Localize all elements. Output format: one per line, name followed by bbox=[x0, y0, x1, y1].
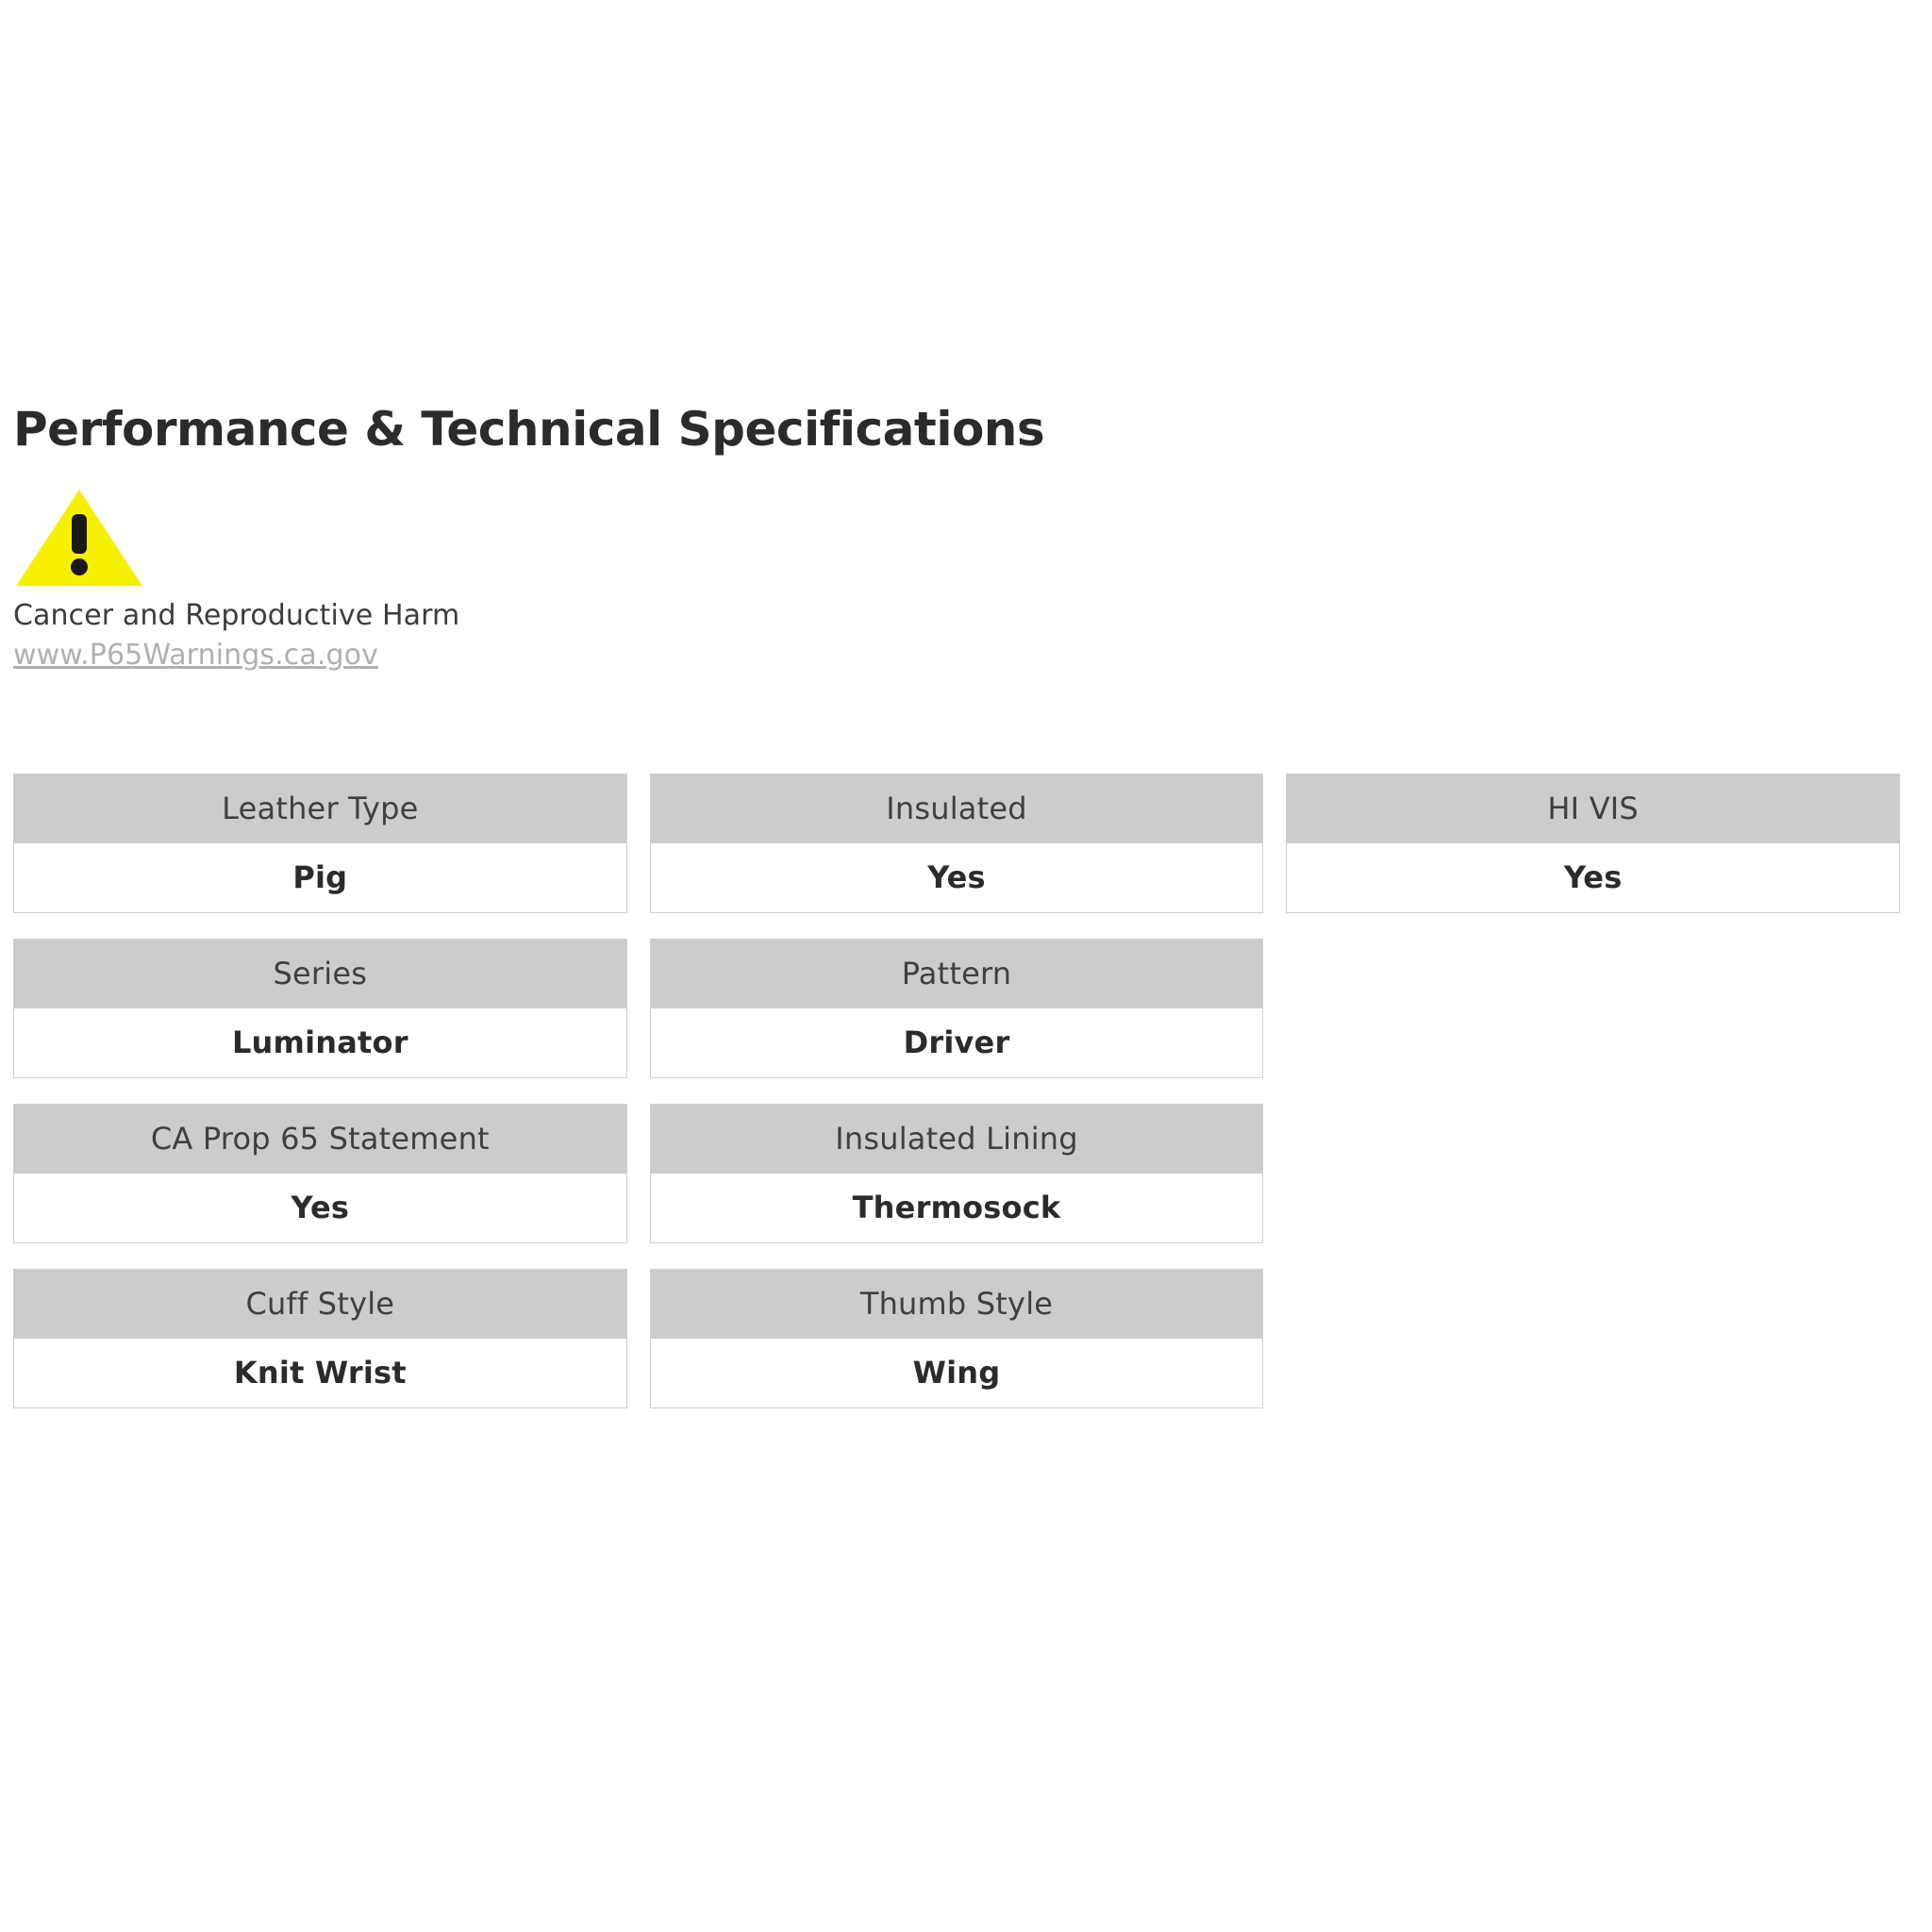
spec-row bbox=[13, 1104, 1900, 1243]
warning-triangle-icon bbox=[13, 486, 145, 590]
prop65-warning-link[interactable]: www.P65Warnings.ca.gov bbox=[13, 639, 378, 673]
spec-card-empty bbox=[1286, 1269, 1900, 1408]
spec-value: Knit Wrist bbox=[14, 1339, 626, 1407]
spec-value: Yes bbox=[14, 1174, 626, 1242]
spec-card-empty bbox=[1286, 939, 1900, 1078]
spec-label: Series bbox=[14, 940, 626, 1008]
spec-label: Pattern bbox=[651, 940, 1263, 1008]
spec-card-leather-type bbox=[13, 774, 627, 913]
spec-card-pattern bbox=[650, 939, 1264, 1078]
spec-label: CA Prop 65 Statement bbox=[14, 1105, 626, 1174]
spec-label: Insulated bbox=[651, 774, 1263, 843]
spec-value: Luminator bbox=[14, 1008, 626, 1077]
spec-value: Wing bbox=[651, 1339, 1263, 1407]
warning-text: Cancer and Reproductive Harm bbox=[13, 599, 460, 632]
spec-row bbox=[13, 1269, 1900, 1408]
spec-card-hi-vis bbox=[1286, 774, 1900, 913]
spec-value: Yes bbox=[651, 843, 1263, 912]
spec-value: Driver bbox=[651, 1008, 1263, 1077]
spec-card-empty bbox=[1286, 1104, 1900, 1243]
specifications-grid bbox=[13, 774, 1900, 1434]
spec-label: HI VIS bbox=[1287, 774, 1899, 843]
spec-label: Thumb Style bbox=[651, 1270, 1263, 1339]
spec-value: Yes bbox=[1287, 843, 1899, 912]
spec-card-series bbox=[13, 939, 627, 1078]
spec-card-insulated bbox=[650, 774, 1264, 913]
spec-value: Pig bbox=[14, 843, 626, 912]
spec-card-thumb-style bbox=[650, 1269, 1264, 1408]
spec-label: Insulated Lining bbox=[651, 1105, 1263, 1174]
spec-card-cuff-style bbox=[13, 1269, 627, 1408]
spec-value: Thermosock bbox=[651, 1174, 1263, 1242]
spec-label: Leather Type bbox=[14, 774, 626, 843]
spec-card-ca-prop-65-statement bbox=[13, 1104, 627, 1243]
spec-row bbox=[13, 939, 1900, 1078]
spec-card-insulated-lining bbox=[650, 1104, 1264, 1243]
page-title: Performance & Technical Specifications bbox=[13, 401, 1045, 457]
spec-label: Cuff Style bbox=[14, 1270, 626, 1339]
prop65-warning bbox=[13, 486, 862, 675]
spec-row bbox=[13, 774, 1900, 913]
